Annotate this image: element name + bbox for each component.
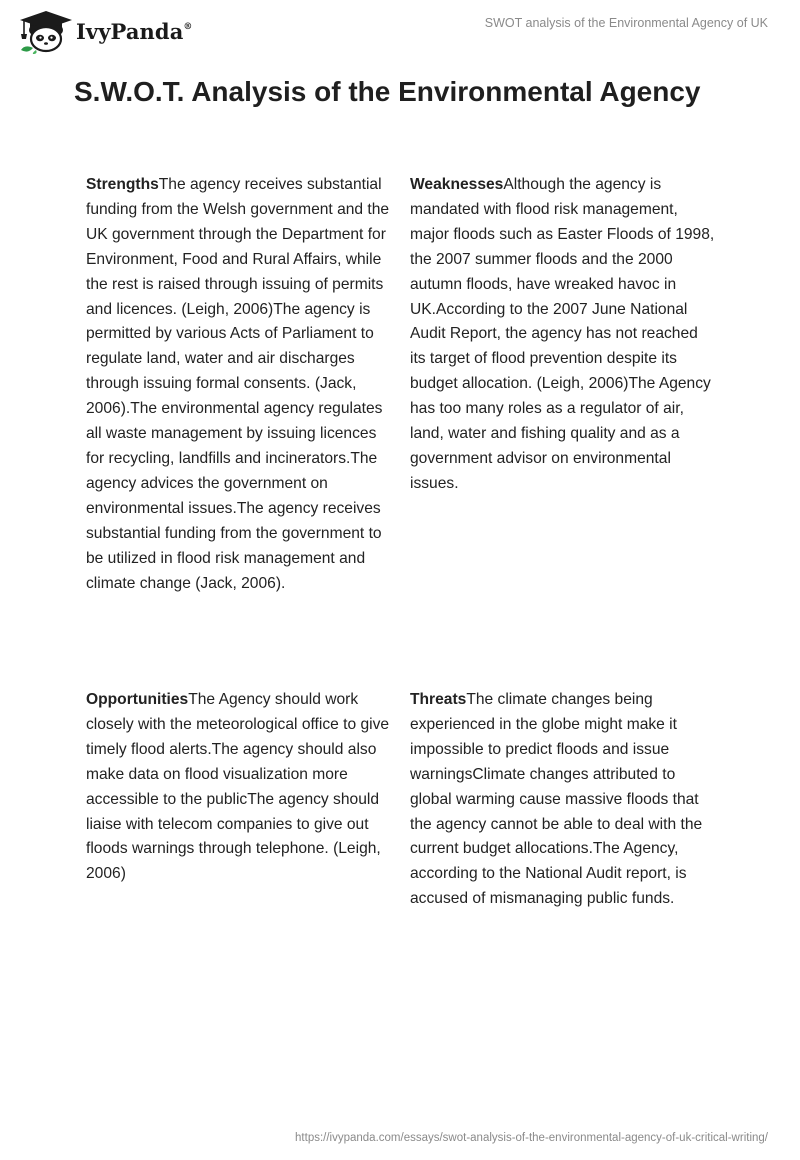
document-title: SWOT analysis of the Environmental Agency of UK [484, 16, 768, 30]
source-url[interactable]: https://ivypanda.com/essays/swot-analysis-of-the-environmental-agency-of-uk-critical-writing/ [295, 1132, 768, 1144]
swot-label: Strengths [86, 176, 159, 193]
swot-opportunities [86, 688, 392, 887]
swot-text: The Agency should work closely with the meteorological office to give timely flood alerts.The agency should also make data on flood visualization more accessible to the publicThe agency should liaise with telecom companies to give out floods warnings through telephone. (Leigh, 2006) [86, 691, 390, 883]
swot-text: The climate changes being experienced in the globe might make it impossible to predict floods and issue warningsClimate changes attributed to global warming cause massive floods that the agency cannot be able to deal with the current budget allocations.The Agency, according to the National Audit report, is accused of mismanaging public funds. [410, 691, 703, 908]
swot-label: Weaknesses [410, 176, 504, 193]
swot-strengths [86, 173, 392, 596]
panda-graduate-icon [14, 8, 72, 54]
swot-label: Threats [410, 691, 467, 708]
swot-text: The agency receives substantial funding from the Welsh government and the UK government through the Department for Environment, Food and Rural Affairs, while the rest is raised through issuing of permits and licences. (Leigh, 2006)The agency is permitted by various Acts of Parliament to regulate land, water and air discharges through issuing formal consents. (Jack, 2006).The environmental agency regulates all waste management by issuing licences for recycling, landfills and incinerators.The agency advices the government on environmental issues.The agency receives substantial funding from the government to be utilized in flood risk management and climate change (Jack, 2006). [86, 176, 390, 592]
swot-weaknesses [410, 173, 716, 497]
swot-text: Although the agency is mandated with flood risk management, major floods such as Easter Floods of 1998, the 2007 summer floods and the 2000 autumn floods, have wreaked havoc in UK.According to the 2007 June National Audit Report, the agency has not reached its target of flood prevention despite its budget allocation. (Leigh, 2006)The Agency has too many roles as a regulator of air, land, water and fishing quality and as a government advisor on environmental issues. [410, 176, 715, 492]
swot-threats [410, 688, 716, 912]
brand-name: IvyPanda® [76, 18, 193, 44]
page-header [0, 0, 800, 60]
brand-logo[interactable] [14, 8, 193, 54]
swot-label: Opportunities [86, 691, 189, 708]
page-title: S.W.O.T. Analysis of the Environmental Agency [74, 76, 701, 107]
registered-mark: ® [183, 21, 193, 32]
